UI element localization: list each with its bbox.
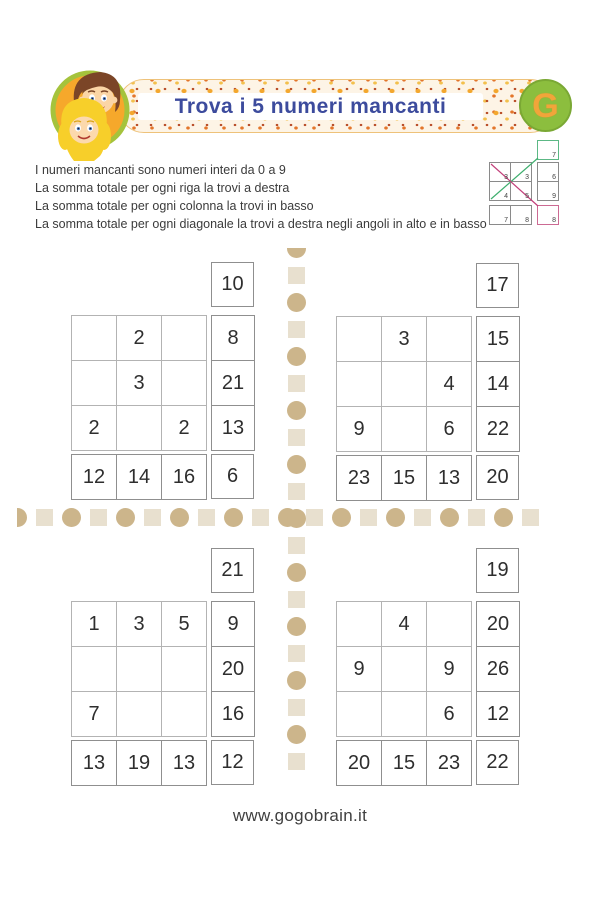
separator-square-icon (288, 753, 305, 770)
puzzle-grid (71, 315, 207, 451)
separator-dot-icon (332, 508, 351, 527)
grid-cell: 3 (382, 317, 427, 362)
grid-row (337, 692, 472, 737)
grid-row (337, 647, 472, 692)
example-diag-up-sum: 7 (552, 152, 556, 159)
row-sum-row (477, 602, 520, 647)
separator-square-icon (288, 699, 305, 716)
example-cell: 5 (525, 193, 529, 200)
column-sums (336, 740, 472, 786)
row-sum-row (212, 361, 255, 406)
column-sum-cell: 13 (162, 741, 207, 786)
website-url: www.gogobrain.it (232, 806, 368, 825)
empty-answer-cell (162, 692, 207, 737)
empty-answer-cell (162, 316, 207, 361)
example-diag-down-sum: 8 (552, 217, 556, 224)
row-sum-cell: 22 (477, 407, 520, 452)
empty-answer-cell (427, 602, 472, 647)
diagonal-sum-top: 10 (211, 262, 254, 307)
separator-dot-icon (224, 508, 243, 527)
empty-answer-cell (382, 692, 427, 737)
separator-dot-icon (287, 293, 306, 312)
empty-answer-cell (382, 647, 427, 692)
puzzle-top-left (71, 262, 255, 500)
row-sum-cell: 9 (212, 602, 255, 647)
puzzle-top-right (336, 263, 520, 501)
separator-dot-icon (287, 401, 306, 420)
column-sums (71, 454, 207, 500)
separator-square-icon (144, 509, 161, 526)
grid-row (72, 602, 207, 647)
grid-row (337, 362, 472, 407)
diagonal-sum-top: 19 (476, 548, 519, 593)
empty-answer-cell (337, 692, 382, 737)
grid-cell: 6 (427, 692, 472, 737)
row-sum-cell: 20 (477, 602, 520, 647)
row-sum-cell: 14 (477, 362, 520, 407)
row-sum-row (477, 317, 520, 362)
example-row-sum: 9 (552, 193, 556, 200)
separator-square-icon (288, 267, 305, 284)
empty-answer-cell (162, 647, 207, 692)
row-sum-row (477, 647, 520, 692)
column-sum-cell: 16 (162, 455, 207, 500)
empty-answer-cell (162, 361, 207, 406)
diagonal-sum-bottom: 22 (476, 740, 519, 785)
separator-dot-icon (116, 508, 135, 527)
row-sum-cell: 12 (477, 692, 520, 737)
empty-answer-cell (427, 317, 472, 362)
puzzle-grid (336, 316, 472, 452)
separator-square-icon (288, 483, 305, 500)
separator-dot-icon (287, 455, 306, 474)
title-plate (138, 93, 483, 120)
separator-dot-icon (62, 508, 81, 527)
grid-cell: 9 (337, 647, 382, 692)
column-sum-cell: 15 (382, 456, 427, 501)
column-sum-cell: 23 (427, 741, 472, 786)
example-cell: 3 (504, 174, 508, 181)
column-sum-cell: 12 (72, 455, 117, 500)
separator-square-icon (90, 509, 107, 526)
grid-cell: 1 (72, 602, 117, 647)
grid-cell: 2 (117, 316, 162, 361)
grid-row (72, 647, 207, 692)
row-sums (211, 315, 255, 451)
row-sum-cell: 26 (477, 647, 520, 692)
grid-row (337, 317, 472, 362)
empty-answer-cell (117, 647, 162, 692)
grid-cell: 6 (427, 407, 472, 452)
page-title: Trova i 5 numeri mancanti (174, 94, 447, 118)
grid-cell: 2 (72, 406, 117, 451)
instruction-line: La somma totale per ogni riga la trovi a destra (35, 181, 290, 195)
separator-square-icon (288, 321, 305, 338)
column-sum-cell: 20 (337, 741, 382, 786)
grid-row (337, 602, 472, 647)
empty-answer-cell (382, 362, 427, 407)
separator-square-icon (306, 509, 323, 526)
row-sum-row (212, 692, 255, 737)
diagonal-sum-top: 17 (476, 263, 519, 308)
column-sum-cell: 19 (117, 741, 162, 786)
empty-answer-cell (72, 361, 117, 406)
puzzle-grid (336, 601, 472, 737)
instructions (35, 161, 487, 233)
grid-cell: 4 (382, 602, 427, 647)
row-sums (476, 316, 520, 452)
title-banner (118, 79, 559, 133)
empty-answer-cell (337, 602, 382, 647)
empty-answer-cell (117, 406, 162, 451)
puzzle-grid (71, 601, 207, 737)
grid-cell: 5 (162, 602, 207, 647)
separator-square-icon (288, 375, 305, 392)
grid-cell: 2 (162, 406, 207, 451)
example-diagram (481, 138, 565, 228)
grid-row (337, 407, 472, 452)
brand-logo-g (519, 79, 572, 132)
separator-square-icon (414, 509, 431, 526)
empty-answer-cell (72, 316, 117, 361)
separator-dot-icon (287, 617, 306, 636)
grid-row (72, 406, 207, 451)
separator-square-icon (288, 591, 305, 608)
grid-cell: 3 (117, 602, 162, 647)
grid-cell: 9 (337, 407, 382, 452)
separator-dot-icon (287, 347, 306, 366)
empty-answer-cell (117, 692, 162, 737)
row-sum-row (212, 316, 255, 361)
grid-cell: 9 (427, 647, 472, 692)
row-sum-cell: 21 (212, 361, 255, 406)
example-cell: 3 (525, 174, 529, 181)
separator-square-icon (288, 645, 305, 662)
example-row-sum: 6 (552, 174, 556, 181)
row-sum-cell: 20 (212, 647, 255, 692)
instruction-line: La somma totale per ogni colonna la trovi in basso (35, 199, 314, 213)
example-col-sum: 7 (504, 217, 508, 224)
puzzle-bottom-right (336, 548, 520, 786)
row-sum-cell: 15 (477, 317, 520, 362)
separator-square-icon (468, 509, 485, 526)
row-sum-cell: 8 (212, 316, 255, 361)
diagonal-sum-bottom: 6 (211, 454, 254, 499)
column-sum-row (337, 456, 472, 501)
column-sum-row (72, 455, 207, 500)
row-sum-row (477, 692, 520, 737)
grid-cell: 3 (117, 361, 162, 406)
separator-square-icon (522, 509, 539, 526)
column-sums (336, 455, 472, 501)
empty-answer-cell (382, 407, 427, 452)
separator-dot-icon (386, 508, 405, 527)
column-sum-cell: 13 (427, 456, 472, 501)
row-sum-cell: 16 (212, 692, 255, 737)
separator-square-icon (198, 509, 215, 526)
diagonal-sum-bottom: 20 (476, 455, 519, 500)
kids-logo-icon (44, 62, 136, 164)
instruction-line: I numeri mancanti sono numeri interi da 0 a 9 (35, 163, 286, 177)
empty-answer-cell (72, 647, 117, 692)
separator-dot-icon (170, 508, 189, 527)
puzzle-bottom-left (71, 548, 255, 786)
row-sum-row (477, 362, 520, 407)
separator-square-icon (288, 429, 305, 446)
column-sum-cell: 15 (382, 741, 427, 786)
example-cell: 4 (504, 193, 508, 200)
row-sum-cell: 13 (212, 406, 255, 451)
column-sum-cell: 13 (72, 741, 117, 786)
separator-dot-icon (287, 671, 306, 690)
diagonal-sum-bottom: 12 (211, 740, 254, 785)
column-sum-row (72, 741, 207, 786)
separator-dot-icon (287, 509, 306, 528)
grid-row (72, 361, 207, 406)
separator-square-icon (288, 537, 305, 554)
row-sum-row (212, 406, 255, 451)
column-sum-row (337, 741, 472, 786)
column-sum-cell: 23 (337, 456, 382, 501)
diagonal-sum-top: 21 (211, 548, 254, 593)
grid-row (72, 316, 207, 361)
row-sum-row (212, 647, 255, 692)
brand-letter: G (532, 86, 559, 125)
grid-cell: 7 (72, 692, 117, 737)
separator-dot-icon (287, 248, 306, 258)
separator-dot-icon (287, 563, 306, 582)
separator-dot-icon (440, 508, 459, 527)
row-sums (211, 601, 255, 737)
example-col-sum: 8 (525, 217, 529, 224)
empty-answer-cell (337, 317, 382, 362)
empty-answer-cell (337, 362, 382, 407)
separator-square-icon (360, 509, 377, 526)
column-sums (71, 740, 207, 786)
separator-square-icon (36, 509, 53, 526)
column-sum-cell: 14 (117, 455, 162, 500)
grid-row (72, 692, 207, 737)
separator-dot-icon (17, 508, 27, 527)
vertical-separator (286, 248, 306, 794)
row-sum-row (212, 602, 255, 647)
girl-face-icon (58, 98, 111, 161)
instruction-line: La somma totale per ogni diagonale la trovi a destra negli angoli in alto e in basso (35, 217, 487, 231)
separator-dot-icon (494, 508, 513, 527)
separator-dot-icon (287, 725, 306, 744)
grid-cell: 4 (427, 362, 472, 407)
separator-square-icon (252, 509, 269, 526)
row-sum-row (477, 407, 520, 452)
row-sums (476, 601, 520, 737)
